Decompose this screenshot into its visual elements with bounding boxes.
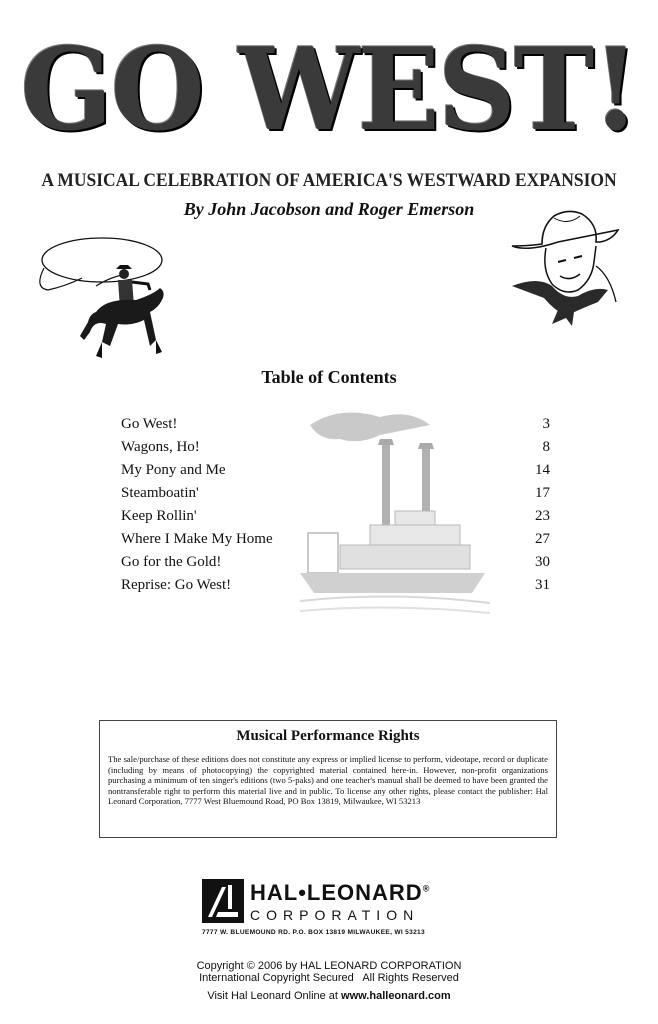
subtitle: A MUSICAL CELEBRATION OF AMERICA'S WESTWARD EXPANSION [41, 170, 617, 191]
toc-title: Wagons, Ho! [121, 439, 200, 455]
toc-row [121, 528, 550, 551]
toc-heading: Table of Contents [261, 367, 397, 387]
byline: By John Jacobson and Roger Emerson [183, 199, 475, 219]
table-of-contents [121, 413, 550, 597]
toc-title: Go for the Gold! [121, 554, 222, 570]
toc-title: Where I Make My Home [121, 531, 273, 547]
cowboy-portrait-illustration [508, 206, 623, 328]
toc-page: 8 [542, 439, 550, 455]
website-link[interactable]: www.halleonard.com [341, 990, 451, 1002]
toc-title: Steamboatin' [121, 485, 199, 501]
toc-page: 31 [535, 577, 550, 593]
rights-title: Musical Performance Rights [236, 728, 420, 744]
publisher-corporation: CORPORATION [250, 907, 420, 923]
toc-title: Reprise: Go West! [121, 577, 232, 593]
cowboy-lasso-illustration [36, 228, 171, 370]
copyright-secured-line: International Copyright Secured All Rights Reserved [199, 972, 459, 984]
toc-title: My Pony and Me [121, 462, 226, 478]
toc-page: 3 [542, 416, 550, 432]
toc-page: 30 [535, 554, 550, 570]
hal-leonard-logo-icon [202, 879, 244, 923]
publisher-name: HAL•LEONARD® [250, 880, 431, 905]
toc-page: 27 [535, 531, 550, 547]
toc-row [121, 551, 550, 574]
copyright-line: Copyright © 2006 by HAL LEONARD CORPORATION [196, 960, 462, 972]
toc-page: 23 [535, 508, 550, 524]
toc-row [121, 436, 550, 459]
publisher-address: 7777 W. BLUEMOUND RD. P.O. BOX 13819 MILWAUKEE, WI 53213 [202, 929, 425, 936]
toc-row [121, 482, 550, 505]
performance-rights-box [99, 720, 557, 838]
toc-title: Go West! [121, 416, 178, 432]
toc-page: 17 [535, 485, 550, 501]
toc-row [121, 574, 550, 597]
main-title: GO WEST! [20, 23, 638, 157]
toc-page: 14 [535, 462, 550, 478]
website-line: Visit Hal Leonard Online at www.halleonard.com [207, 990, 451, 1002]
rights-body: The sale/purchase of these editions does not constitute any express or implied license to perform, videotape, record or duplicate (including by means of photocopying) the copyrighted material contained here-in. However, non-profit organizations purchasing a minimum of ten singer's editions (two 5-paks) and one teacher's manual shall be deemed to have been granted the nontransferable right to perform this material live and in public. To license any other rights, please contact the publisher: Hal Leonard Corporation, 7777 West Bluemound Road, PO Box 13819, Milwaukee, WI 53213 [108, 754, 548, 806]
toc-row [121, 459, 550, 482]
toc-row [121, 413, 550, 436]
toc-title: Keep Rollin' [121, 508, 197, 524]
toc-row [121, 505, 550, 528]
